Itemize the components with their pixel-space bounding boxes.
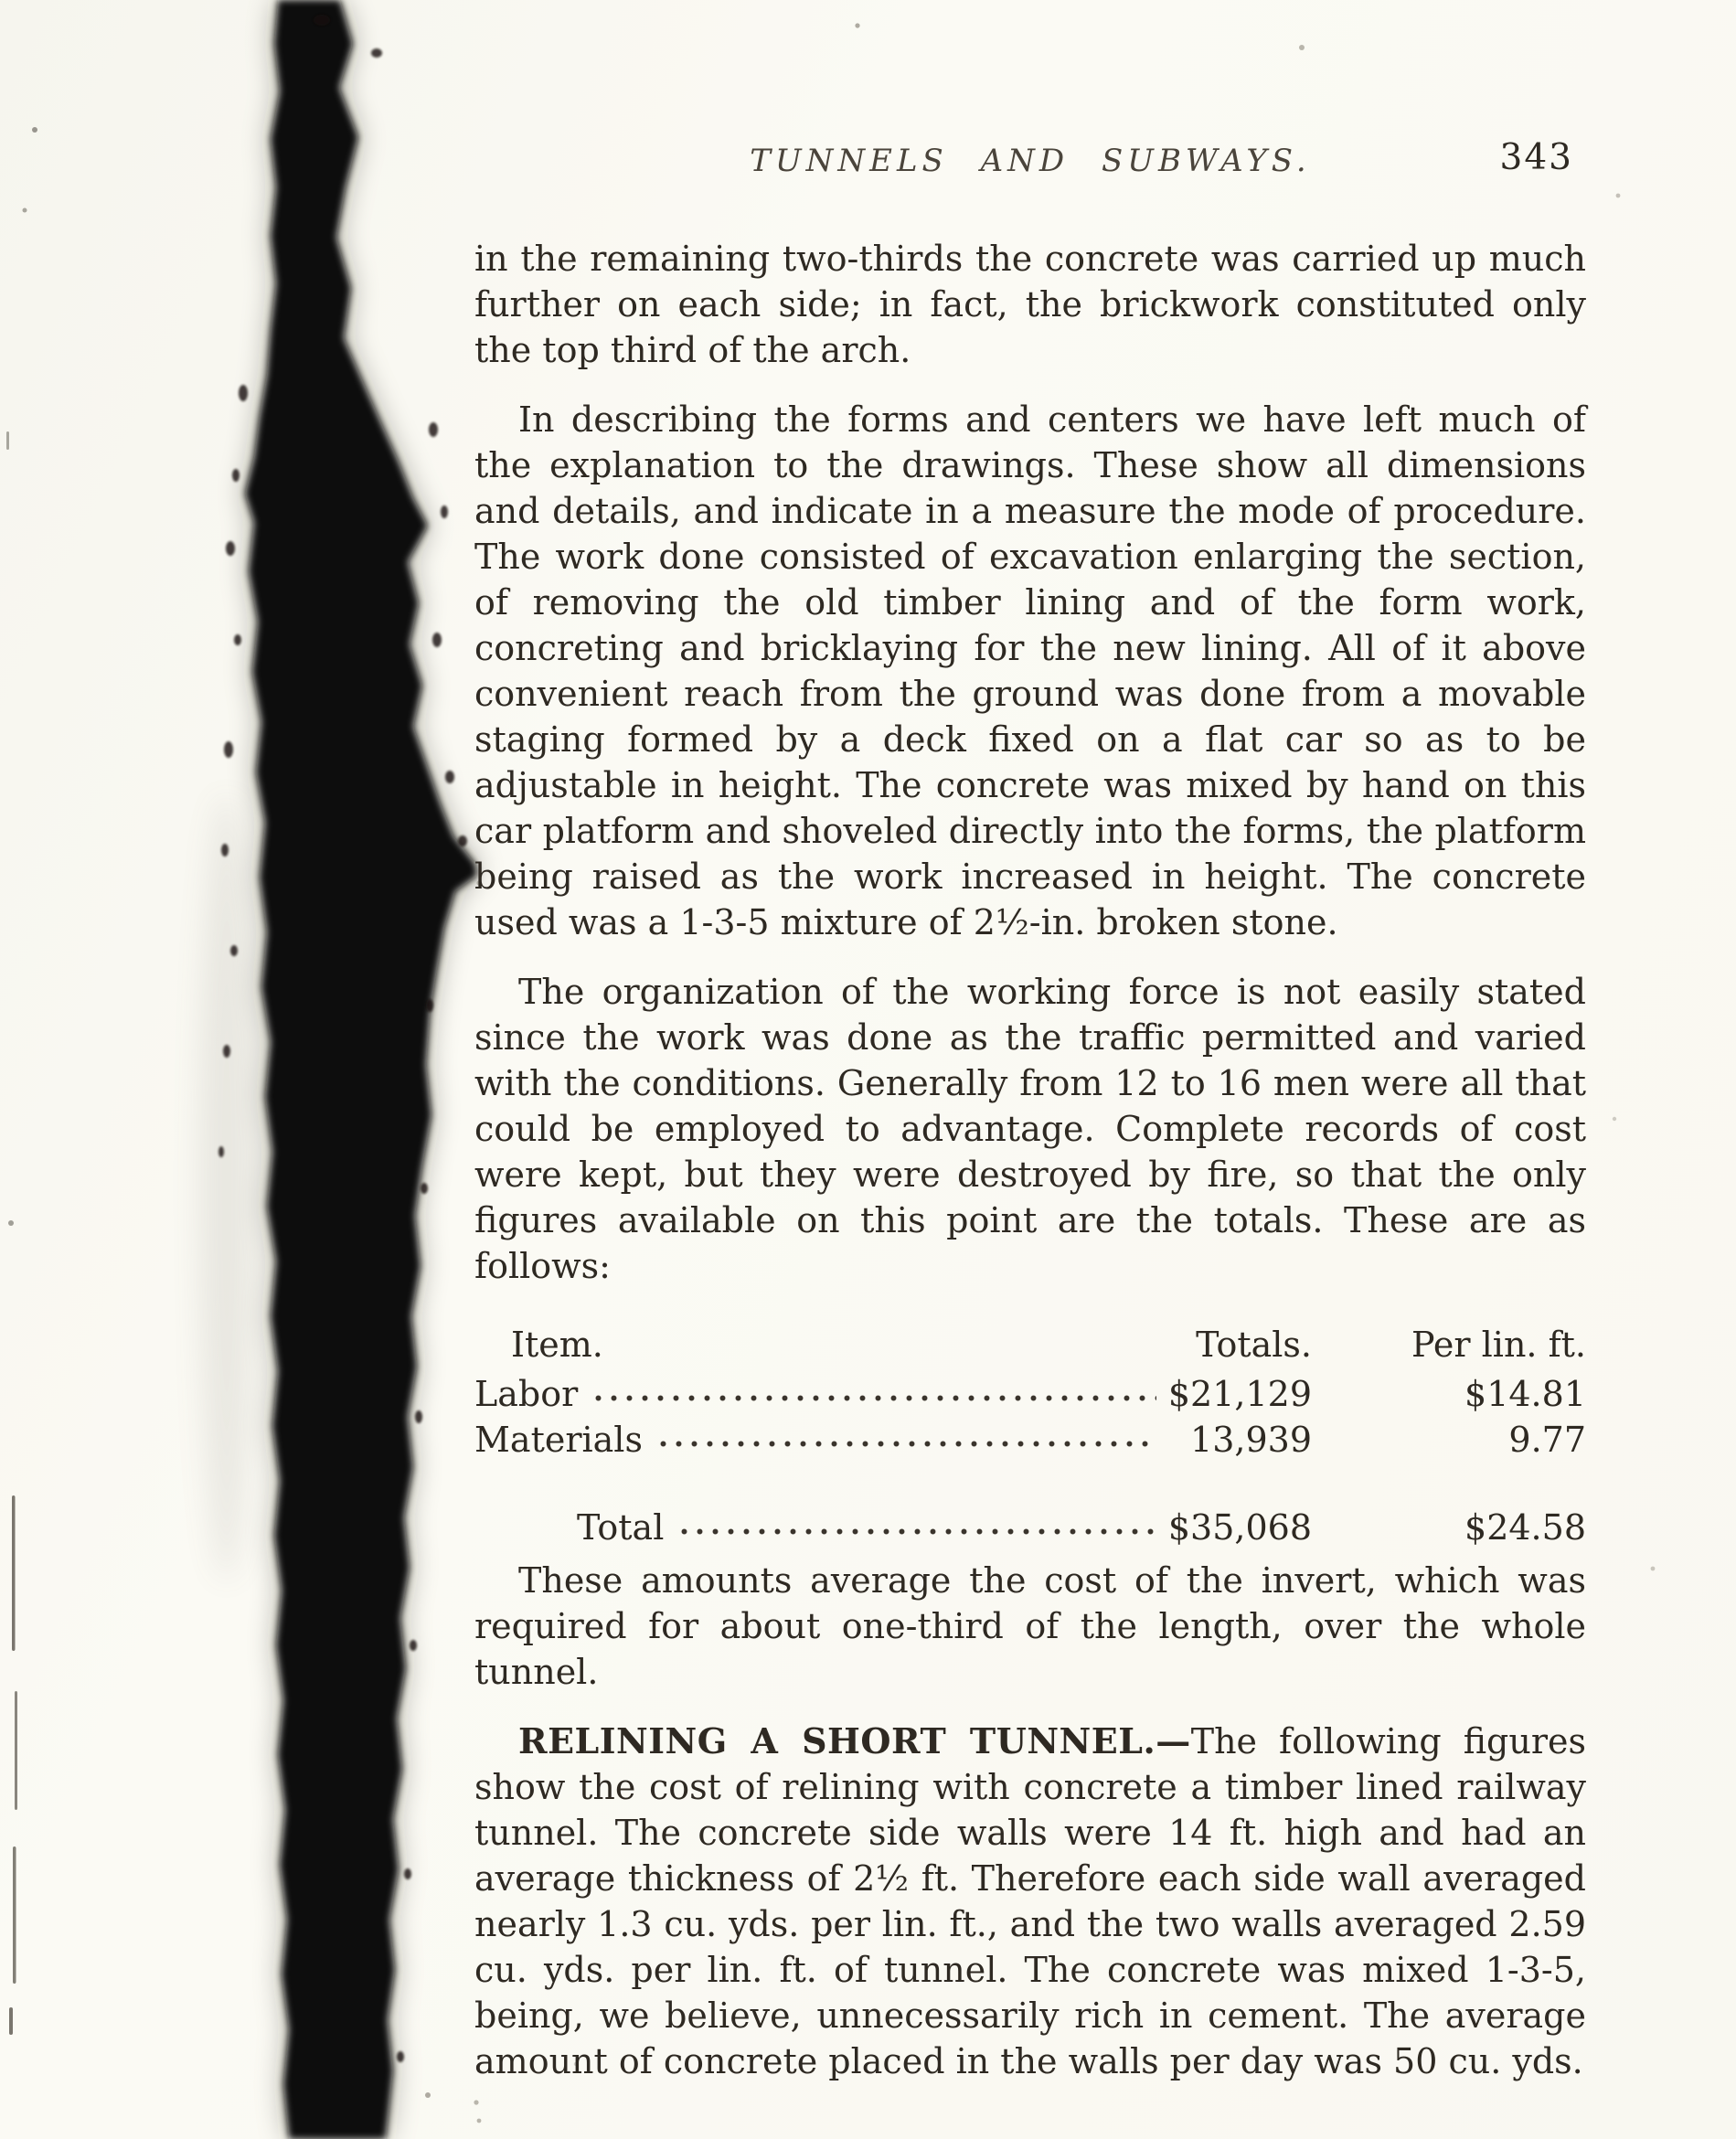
body-paragraph-2: In describing the forms and centers we have left much of the explanation to the drawings. These show all dimensions and details, and indicate in a measure the mode of procedure. The work done consisted of excavation enlarging the section, of removing the old timber lining and of the form work, concreting and bricklaying for the new lining. All of it above convenient reach from the ground was done from a movable staging formed by a deck fixed on a flat car so as to be adjustable in height. The concrete was mixed by hand on this car platform and shoveled directly into the forms, the platform being raised as the work increased in height. The concrete used was a 1-3-5 mixture of 2½-in. broken stone.: [474, 399, 1586, 942]
dot-leader: [655, 1421, 1156, 1452]
running-head: [474, 137, 1586, 188]
column-header-totals: Totals.: [1196, 1325, 1312, 1365]
row-per-lin-ft-value: 9.77: [1508, 1420, 1586, 1460]
row-per-lin-ft-value: $24.58: [1464, 1507, 1586, 1548]
cost-table-header-row: [474, 1322, 1586, 1367]
section-heading-relining: RELINING A SHORT TUNNEL.—: [518, 1720, 1191, 1761]
table-row-total: [474, 1505, 1586, 1550]
table-row-labor: [474, 1371, 1586, 1417]
table-row-materials: [474, 1417, 1586, 1463]
margin-marks: [6, 127, 37, 2035]
dot-leader: [591, 1375, 1156, 1406]
body-paragraph-5: [474, 1719, 1586, 2084]
row-total-value: $35,068: [1167, 1507, 1312, 1548]
row-label: Materials: [474, 1420, 643, 1460]
running-head-title: TUNNELS AND SUBWAYS.: [750, 143, 1311, 179]
page-number: 343: [1499, 137, 1573, 178]
dot-leader: [676, 1508, 1156, 1539]
ink-smudge: [199, 0, 477, 2139]
row-label: Labor: [474, 1374, 579, 1414]
page-content: [474, 137, 1586, 2084]
row-total-value: $21,129: [1167, 1374, 1312, 1414]
body-paragraph-1: in the remaining two-thirds the concrete was carried up much further on each side; in fact, the brickwork constituted only the top third of the arch.: [474, 239, 1586, 370]
cost-table: [474, 1322, 1586, 1550]
column-header-item: Item.: [511, 1325, 603, 1365]
column-header-per-lin-ft: Per lin. ft.: [1411, 1325, 1586, 1365]
body-paragraph-4: These amounts average the cost of the invert, which was required for about one-third of the length, over the whole tunnel.: [474, 1560, 1586, 1692]
row-per-lin-ft-value: $14.81: [1464, 1374, 1586, 1414]
body-paragraph-5-text: The following figures show the cost of relining with concrete a timber lined railway tunnel. The concrete side walls were 14 ft. high and had an average thickness of 2½ ft. Therefore each side wall averaged nearly 1.3 cu. yds. per lin. ft., and the two walls averaged 2.59 cu. yds. per lin. ft. of tunnel. The concrete was mixed 1-3-5, being, we believe, unnecessarily rich in cement. The average amount of concrete placed in the walls per day was 50 cu. yds.: [474, 1721, 1587, 2081]
row-label: Total: [577, 1507, 665, 1548]
body-paragraph-3: The organization of the working force is not easily stated since the work was done as the traffic permitted and varied with the conditions. Generally from 12 to 16 men were all that could be employed to advantage. Complete records of cost were kept, but they were destroyed by fire, so that the only figures available on this point are the totals. These are as follows:: [474, 972, 1586, 1286]
row-total-value: 13,939: [1190, 1420, 1312, 1460]
